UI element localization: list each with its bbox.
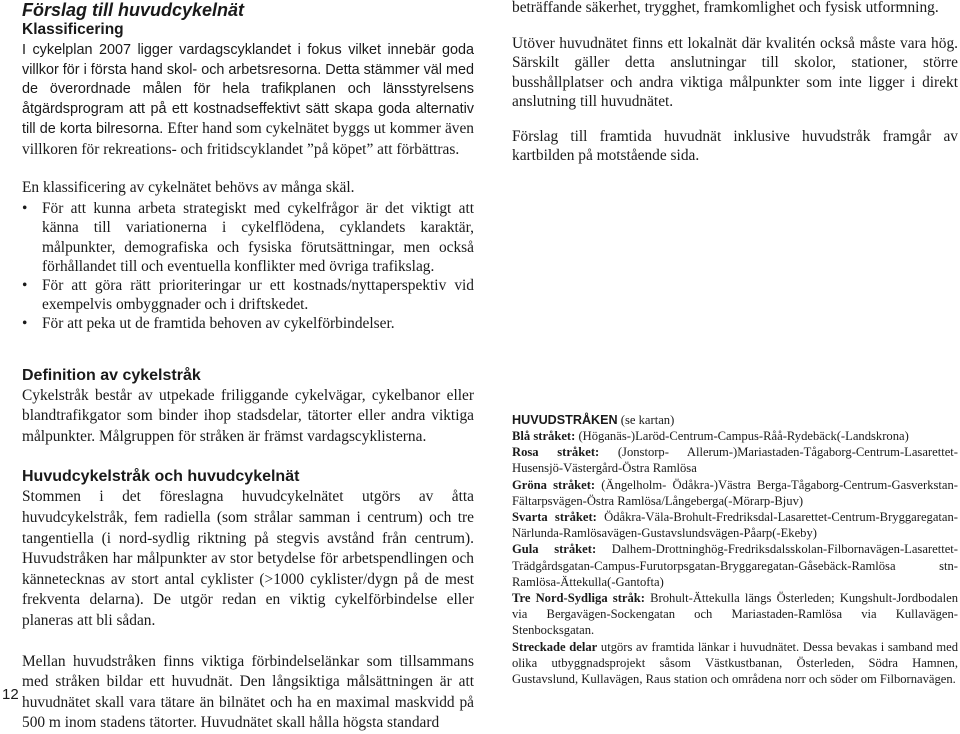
- reason-text: För att kunna arbeta strategiskt med cykelfrågor är det viktigt att känna till variationerna i cykelflödena, cyklandets karaktär, målpunkter, demografiska och fysiska förutsättningar, men också förhållandet till och eventuella konflikter med övriga trafikslag.: [42, 200, 474, 275]
- strak-item: [512, 428, 958, 444]
- huvudcykel-paragraph-2: Mellan huvudstråken finns viktiga förbindelselänkar som tillsammans med stråken bildar ett huvudnät. Den långsiktiga målsättningen är att huvudnätet skall vara tätare än bilnätet och ha en maximal maskvidd på 500 m inom stadens tätorter. Huvudnätet skall hålla högsta standard: [22, 652, 474, 732]
- strak-item: [512, 477, 958, 509]
- huvudstraken-note: (se kartan): [617, 413, 675, 427]
- strak-name: Streckade delar: [512, 639, 598, 654]
- klassificering-lead: En klassificering av cykelnätet behövs av många skäl.: [22, 179, 355, 196]
- reason-item: • För att peka ut de framtida behoven av cykelförbindelser.: [22, 315, 395, 333]
- reason-item: • För att kunna arbeta strategiskt med cykelfrågor är det viktigt att känna till variationerna i cykelflödena, cyklandets karaktär, målpunkter, demografiska och fysiska förutsättningar, men också förhållandet till och eventuella konflikter med övriga trafikslag.: [22, 200, 474, 275]
- strak-name: Blå stråket:: [512, 429, 576, 443]
- strak-text: Ödåkra-Väla-Brohult-Fredriksdal-Lasarettet-Centrum-Bryggaregatan-Närlunda-Ramlösavägen-Gustavslundsvägen-Påarp(-Ekeby): [512, 510, 959, 541]
- continued-paragraph: beträffande säkerhet, trygghet, framkomlighet och fysisk utformning.: [512, 0, 939, 16]
- strak-text: Dalhem-Drottninghög-Fredriksdalsskolan-Filbornavägen-Lasarettet-Trädgårdsgatan-Campus-Furutorpsgatan-Bryggaregatan-Gåsebäck-Ramlösa stn-Ramlösa-Ättekulla(-Gantofta): [512, 542, 958, 589]
- strak-name: Svarta stråket:: [512, 510, 597, 525]
- forslag-paragraph: Förslag till framtida huvudnät inklusive huvudstråk framgår av kartbilden på motstående sida.: [512, 128, 958, 165]
- huvudcykel-paragraph-1: Stommen i det föreslagna huvudcykelnätet utgörs av åtta huvudcykelstråk, fem radiella (som strålar samman i centrum) och tre tangentiella (i nord-sydlig riktning på stegvis avstånd från centrum). Huvudstråken har målpunkter av stor betydelse för arbetspendlingen och kännetecknas av stort antal cyklister (>1000 cyklister/dygn på de mest frekventa delarna). De utgör redan en viktig cykelförbindelse eller planeras att bli sådan.: [22, 488, 474, 629]
- klassificering-text-2: Efter hand som cykelnätet byggs ut kommer även villkoren för rekreations- och fritidscyklandet ”på köpet” att förbättras.: [22, 120, 474, 158]
- klassificering-text-1: I cykelplan 2007 ligger vardagscyklandet i fokus vilket innebär goda villkor för i första hand skol- och arbetsresorna. Detta stämmer väl med de överordnade målen för hela trafikplanen och länsstyrelsens åtgärdsprogram att på ett kostnadseffektivt sätt skapa goda alternativ till de korta bilresorna.: [22, 42, 474, 137]
- strak-item: [512, 590, 958, 639]
- strak-item: [512, 541, 958, 590]
- strak-text: Brohult-Ättekulla längs Österleden; Kungshult-Jordbodalen via Bergavägen-Sockengatan och Mariastaden-Ramlösa via Kullavägen-Stenbocksgatan.: [512, 591, 958, 638]
- reason-text: För att peka ut de framtida behoven av cykelförbindelser.: [42, 315, 395, 333]
- strak-item: [512, 509, 958, 541]
- strak-name: Tre Nord-Sydliga stråk:: [512, 591, 645, 606]
- strak-name: Gula stråket:: [512, 542, 597, 557]
- reason-text: För att göra rätt prioriteringar ur ett kostnads/nyttaperspektiv vid exempelvis ombyggnader och i driftskedet.: [42, 277, 474, 314]
- strak-name: Rosa stråket:: [512, 445, 600, 460]
- reasons-list: [22, 199, 474, 333]
- huvudstraken-title: HUVUDSTRÅKEN: [512, 413, 618, 427]
- klassificering-paragraph: [22, 41, 474, 160]
- reason-item: • För att göra rätt prioriteringar ur ett kostnads/nyttaperspektiv vid exempelvis ombyggnader och i driftskedet.: [22, 277, 474, 314]
- huvudcykel-heading: Huvudcykelstråk och huvudcykelnät: [22, 468, 300, 486]
- strak-item: [512, 444, 958, 476]
- definition-paragraph: Cykelstråk består av utpekade friliggande cykelvägar, cykelbanor eller blandtrafikgator som binder ihop stadsdelar, tätorter eller andra viktiga målpunkter. Målgruppen för stråken är främst vardagscyklisterna.: [22, 386, 474, 445]
- strak-text: (Höganäs-)Laröd-Centrum-Campus-Råå-Rydebäck(-Landskrona): [575, 429, 909, 443]
- left-column: [22, 0, 474, 734]
- huvudstraken-heading: [512, 412, 958, 428]
- klassificering-heading: Klassificering: [22, 21, 124, 38]
- strak-text: (Ängelholm- Ödåkra-)Västra Berga-Tågaborg-Centrum-Gasverkstan-Fältarpsvägen-Östra Ramlösa/Långeberga(-Mörarp-Bjuv): [512, 477, 958, 508]
- strak-text: utgörs av framtida länkar i huvudnätet. Dessa bevakas i samband med olika utbyggnadsprojekt såsom Västkustbanan, Österleden, Södra Hamnen, Gustavslund, Kullavägen, Raus station och områdena norr och söder om Filbornavägen.: [512, 639, 958, 687]
- page-title: Förslag till huvudcykelnät: [22, 0, 245, 20]
- huvudstraken-box: [512, 412, 958, 687]
- strak-item: [512, 639, 958, 688]
- strak-name: Gröna stråket:: [512, 477, 596, 492]
- definition-heading: Definition av cykelstråk: [22, 366, 201, 384]
- strak-text: (Jonstorp- Allerum-)Mariastaden-Tågaborg-Centrum-Lasarettet-Husensjö-Västergård-Östra Ramlösa: [512, 445, 958, 476]
- lokalnat-paragraph: Utöver huvudnätet finns ett lokalnät där kvalitén också måste vara hög. Särskilt gäller detta anslutningar till skolor, stationer, större busshållplatser och andra viktiga målpunkter som inte ligger i direkt anslutning till huvudnätet.: [512, 35, 958, 110]
- page-number: 12: [2, 686, 19, 703]
- right-column: [512, 0, 959, 687]
